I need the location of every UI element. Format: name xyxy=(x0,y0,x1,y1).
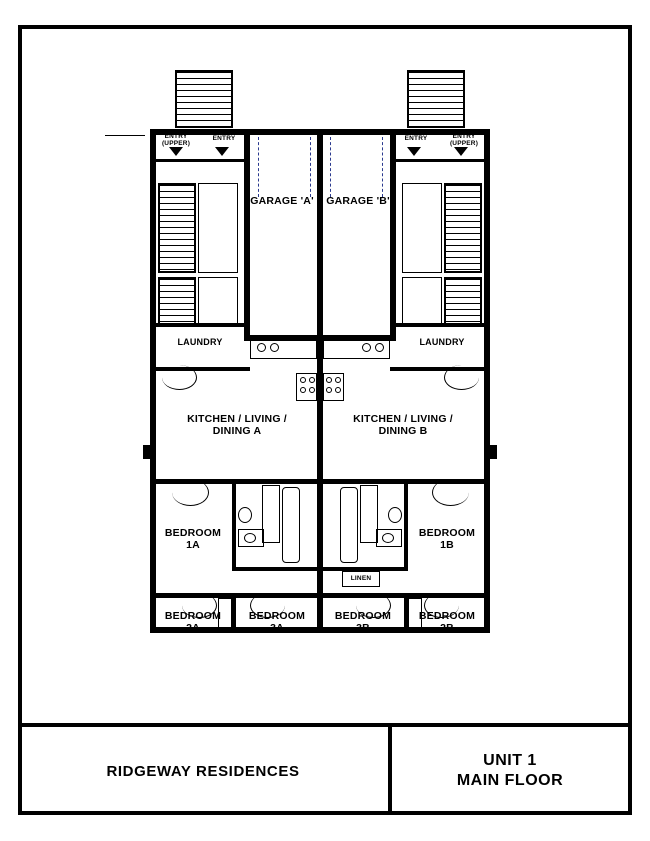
bed-1b-line1: BEDROOM xyxy=(418,527,476,539)
wall-laundry-right-top xyxy=(390,323,490,327)
project-name-cell xyxy=(18,727,388,815)
bed-2b-line2: 2B xyxy=(440,622,454,635)
entry-arrow-a xyxy=(215,147,229,156)
closet-bed-2a xyxy=(218,598,232,632)
bed-3a-line2: 3A xyxy=(270,622,284,635)
toilet-a xyxy=(238,507,252,523)
range-b-burner-3 xyxy=(326,387,332,393)
wall-exterior-left xyxy=(150,129,156,633)
room-label-kld-a xyxy=(158,413,316,437)
bathtub-b xyxy=(340,487,358,563)
kld-b-line1: KITCHEN / LIVING / xyxy=(353,413,453,425)
sink-b-burner xyxy=(362,343,371,352)
laundry-b-text: LAUNDRY xyxy=(419,337,465,347)
room-label-bed-1a xyxy=(154,527,232,551)
window-jog-right-b xyxy=(489,445,497,459)
range-a-burner-3 xyxy=(300,387,306,393)
bed-1a-line1: BEDROOM xyxy=(164,527,222,539)
entry-upper-a-line2: (UPPER) xyxy=(161,140,191,148)
wall-bed1a-right xyxy=(232,479,236,571)
wall-entry-left-bottom xyxy=(150,159,250,162)
room-label-entry-upper-a xyxy=(152,133,200,147)
room-label-garage-b xyxy=(322,195,394,207)
garage-b-overhead-door-line-1 xyxy=(330,137,331,197)
garage-b-text: GARAGE 'B' xyxy=(326,195,390,207)
sheet-title-line1: UNIT 1 xyxy=(483,752,537,769)
laundry-a-text: LAUNDRY xyxy=(177,337,223,347)
door-swing-bed-3b xyxy=(356,593,391,618)
door-swing-bed-1a xyxy=(172,479,209,506)
kld-a-line1: KITCHEN / LIVING / xyxy=(187,413,287,425)
bed-2a-line2: 2A xyxy=(186,622,200,635)
interior-stair-left-upper xyxy=(158,183,196,273)
bed-3b-line1: BEDROOM xyxy=(334,610,392,622)
vanity-sink-a xyxy=(244,533,256,543)
interior-stair-right-run xyxy=(402,183,442,273)
entry-b-text: ENTRY xyxy=(404,135,428,142)
wall-exterior-right xyxy=(484,129,490,633)
centerline-mark xyxy=(105,135,145,136)
interior-stair-left-run xyxy=(198,183,238,273)
closet-b xyxy=(360,485,378,543)
sink-b-burner-2 xyxy=(375,343,384,352)
garage-b-overhead-door-line-2 xyxy=(382,137,383,197)
door-swing-bed-3a xyxy=(250,593,285,618)
sink-a-burner-2 xyxy=(270,343,279,352)
bed-3b-line2: 3B xyxy=(356,622,370,635)
door-swing-laundry-a xyxy=(162,365,197,390)
garage-a-overhead-door-line-1 xyxy=(258,137,259,197)
sheet-title-line2: MAIN FLOOR xyxy=(456,772,564,789)
interior-stair-right-lower xyxy=(444,277,482,325)
range-b-burner-4 xyxy=(335,387,341,393)
entry-upper-b-line2: (UPPER) xyxy=(449,140,479,148)
wall-bath-block-bottom xyxy=(232,567,408,571)
bed-2a-line1: BEDROOM xyxy=(164,610,222,622)
room-label-laundry-b xyxy=(394,337,490,347)
floor-plan-drawing xyxy=(110,55,530,695)
room-label-entry-a xyxy=(202,135,246,142)
entry-arrow-upper-a xyxy=(169,147,183,156)
stair-landing-right xyxy=(402,277,442,325)
room-label-laundry-a xyxy=(152,337,248,347)
window-jog-left-a xyxy=(143,445,151,459)
door-swing-bed-1b xyxy=(432,479,469,506)
entry-upper-b-line1: ENTRY xyxy=(452,133,476,140)
bed-1a-line2: 1A xyxy=(186,539,200,552)
bed-2b-line1: BEDROOM xyxy=(418,610,476,622)
range-b-burner-2 xyxy=(335,377,341,383)
wall-bed2a-3a xyxy=(232,593,236,633)
project-name: RIDGEWAY RESIDENCES xyxy=(106,762,300,780)
sheet-title xyxy=(457,751,563,791)
linen-text: LINEN xyxy=(350,575,372,582)
room-label-kld-b xyxy=(324,413,482,437)
room-label-entry-upper-b xyxy=(440,133,488,147)
stair-hatch-right xyxy=(407,70,465,128)
kld-a-line2: DINING A xyxy=(212,425,262,438)
interior-stair-right-upper xyxy=(444,183,482,273)
closet-a xyxy=(262,485,280,543)
sheet-title-cell xyxy=(388,727,628,815)
entry-a-text: ENTRY xyxy=(212,135,236,142)
range-a-burner-2 xyxy=(309,377,315,383)
range-a-burner-4 xyxy=(309,387,315,393)
title-block xyxy=(18,723,632,815)
closet-bed-2b xyxy=(408,598,422,632)
kld-b-line2: DINING B xyxy=(378,425,428,438)
stair-hatch-left xyxy=(175,70,233,128)
wall-entry-right-bottom xyxy=(390,159,490,162)
door-swing-bed-2a xyxy=(182,593,217,618)
room-label-bed-1b xyxy=(408,527,486,551)
entry-arrow-b xyxy=(407,147,421,156)
room-label-linen xyxy=(342,575,380,582)
interior-stair-left-lower xyxy=(158,277,196,325)
sink-a-burner xyxy=(257,343,266,352)
bed-1b-line2: 1B xyxy=(440,539,454,552)
garage-a-overhead-door-line-2 xyxy=(310,137,311,197)
wall-bath-b-right xyxy=(404,479,408,571)
room-label-garage-a xyxy=(246,195,318,207)
range-a-burner-1 xyxy=(300,377,306,383)
door-swing-bed-2b xyxy=(424,593,459,618)
entry-upper-a-line1: ENTRY xyxy=(164,133,188,140)
garage-a-text: GARAGE 'A' xyxy=(250,195,314,207)
range-b-burner-1 xyxy=(326,377,332,383)
bed-3a-line1: BEDROOM xyxy=(248,610,306,622)
vanity-sink-b xyxy=(382,533,394,543)
door-swing-laundry-b xyxy=(444,365,479,390)
toilet-b xyxy=(388,507,402,523)
room-label-entry-b xyxy=(394,135,438,142)
bathtub-a xyxy=(282,487,300,563)
wall-laundry-left-top xyxy=(150,323,250,327)
stair-landing-left xyxy=(198,277,238,325)
entry-arrow-upper-b xyxy=(454,147,468,156)
